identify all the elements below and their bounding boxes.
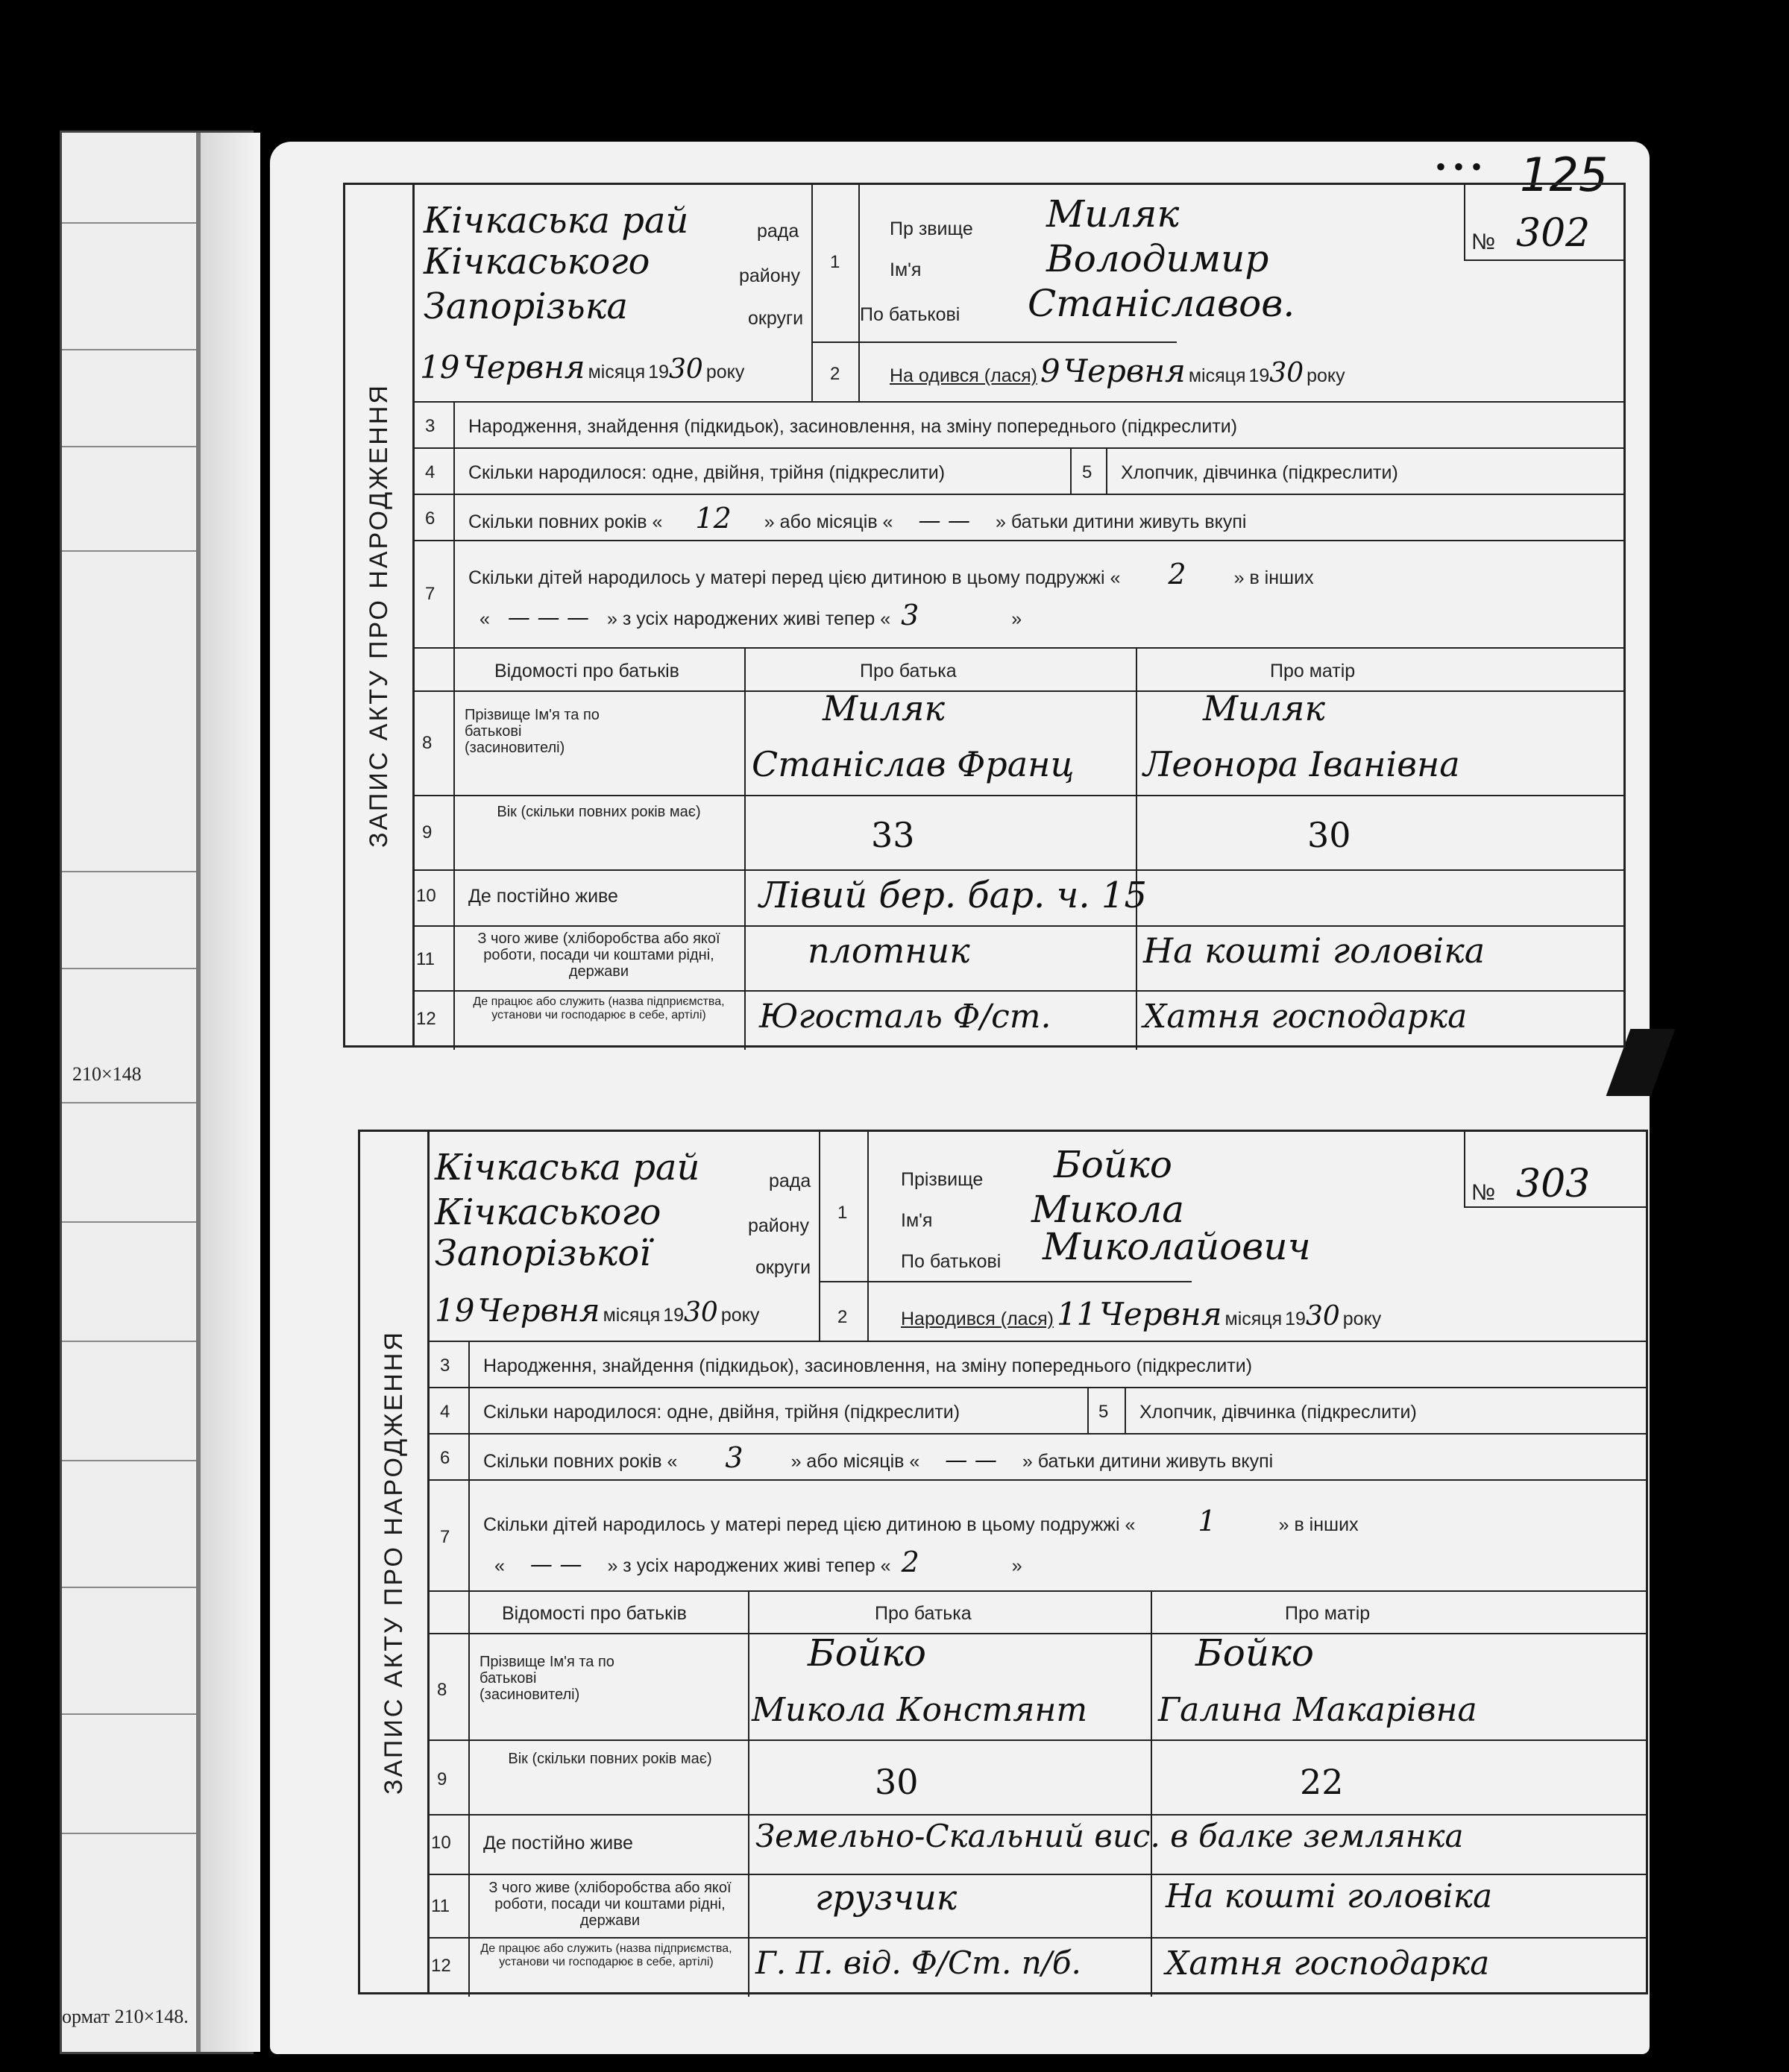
name-label: Ім'я: [901, 1210, 933, 1231]
record-number: 302: [1516, 211, 1591, 256]
book-spine: [196, 133, 260, 2052]
divider: [62, 550, 196, 552]
mother-header: Про матір: [1270, 661, 1356, 681]
father-header: Про батька: [860, 661, 957, 681]
mother-work: Хатня господарка: [1166, 1945, 1490, 1983]
row11-label: З чого живе (хліборобства або якої роботи, посади чи коштами рідні, держави: [488, 1880, 732, 1929]
raion-value: Кічкаського: [424, 241, 650, 283]
father-work: Югосталь Ф/ст.: [759, 998, 1051, 1036]
child-surname: Миляк: [1046, 192, 1180, 236]
row3-label: Народження, знайдення (підкидьок), засиновлення, на зміну попереднього (підкреслити): [483, 1355, 1253, 1376]
divider: [62, 446, 196, 447]
child-name: Микола: [1031, 1188, 1185, 1231]
format-label: ормат 210×148.: [62, 2006, 189, 2027]
divider: [62, 349, 196, 350]
row9-label: Вік (скільки повних років має): [497, 804, 701, 820]
name-label: Ім'я: [890, 259, 922, 280]
mother-name: Галина Макарівна: [1158, 1691, 1477, 1729]
mother-work: Хатня господарка: [1143, 998, 1468, 1036]
row8-label: Прізвище Ім'я та по батькові (засиновителі): [465, 707, 600, 756]
father-header: Про батька: [875, 1603, 972, 1624]
child-patronymic: Миколайович: [1043, 1225, 1311, 1268]
surname-label: Прізвище: [901, 1169, 984, 1190]
left-page: [60, 130, 254, 2054]
divider: [62, 1221, 196, 1223]
child-surname: Бойко: [1054, 1143, 1173, 1186]
row4-label: Скільки народилося: одне, двійня, трійня (підкреслити): [468, 462, 946, 483]
father-age: 30: [875, 1762, 919, 1802]
mother-surname: Бойко: [1195, 1631, 1315, 1675]
father-surname: Миляк: [823, 688, 945, 728]
record-number: 303: [1516, 1162, 1591, 1206]
mother-age: 30: [1307, 815, 1351, 855]
birth-record-form: ЗАПИС АКТУ ПРО НАРОДЖЕННЯ Кічкаська рай рада Кічкаського району Запорізька округи 19 Червня місяця 1930 року 1 2 Пр звище Миляк Ім'я Володимир По батькові Станіславов. № 302 На одився (лася) 9 Червня місяця 1930 року 3 Народження, знайдення (підкидьок), засиновлення, на зміну попереднього (підкреслити) 4 Скільки народилося: одне, двійня, трійня (підкреслити) 5 Хлопчик, дівчинка (підкреслити) 6 Скільки повних років « 12 » або місяців « — — » батьки дитини живуть вкупі 7 Скільки дітей народилось у матері перед цією дитиною в цьому подружжі « 2 » в інших « — — — » з усіх народжених живі тепер « 3 » Відомості про батьків Про батька Про матір 8 Прізвище Ім'я та по батькові (засиновителі) Миляк Миляк Станіслав Франц Леонора Іванівна 9 Вік (скільки повних років має) 33 30 10 Де постійно живе Лівий бер. бар. ч. 15 11 З чого живе (хліборобства або якої роботи, посади чи коштами рідні, держави плотник На кошті головіка 12 Де працює або служить (назва підприємства, установи чи господарює в себе, артілі) Югосталь Ф/ст. Хатня господарка: [343, 183, 1626, 1048]
mother-living: На кошті головіка: [1166, 1877, 1493, 1915]
row10-label: Де постійно живе: [483, 1833, 633, 1854]
divider: [62, 1341, 196, 1342]
mother-surname: Миляк: [1203, 688, 1325, 728]
row6: Скільки повних років « 12 » або місяців « — — » батьки дитини живуть вкупі: [468, 502, 1247, 535]
vertical-title: ЗАПИС АКТУ ПРО НАРОДЖЕННЯ: [360, 1132, 430, 1992]
rada-value: Кічкаська рай: [435, 1147, 700, 1188]
father-name: Микола Констянт: [752, 1691, 1088, 1729]
row5-label: Хлопчик, дівчинка (підкреслити): [1121, 462, 1398, 483]
divider: [62, 1713, 196, 1715]
number-label: №: [1471, 230, 1496, 254]
raion-label: району: [748, 1215, 809, 1236]
raion-label: району: [739, 265, 800, 286]
rada-label: рада: [757, 221, 799, 242]
parents-info-header: Відомості про батьків: [494, 661, 679, 681]
father-living: плотник: [808, 930, 970, 971]
parents-info-header: Відомості про батьків: [502, 1603, 687, 1624]
row3-label: Народження, знайдення (підкидьок), засиновлення, на зміну попереднього (підкреслити): [468, 416, 1238, 437]
birth-record-form: ЗАПИС АКТУ ПРО НАРОДЖЕННЯ Кічкаська рай рада Кічкаського району Запорізької округи 19 Червня місяця 1930 року 1 2 Прізвище Бойко Ім'я Микола По батькові Миколайович № 303 Народився (лася) 11 Червня місяця 1930 року 3 Народження, знайдення (підкидьок), засиновлення, на зміну попереднього (підкреслити) 4 Скільки народилося: одне, двійня, трійня (підкреслити) 5 Хлопчик, дівчинка (підкреслити) 6 Скільки повних років « 3 » або місяців « — — » батьки дитини живуть вкупі 7 Скільки дітей народилось у матері перед цією дитиною в цьому подружжі « 1 » в інших « — — » з усіх народжених живі тепер « 2 » Відомості про батьків Про батька Про матір 8 Прізвище Ім'я та по батькові (засиновителі) Бойко Бойко Микола Констянт Галина Макарівна 9 Вік (скільки повних років має) 30 22 10 Де постійно живе Земельно-Скальний вис. в балке землянка 11 З чого живе (хліборобства або якої роботи, посади чи коштами рідні, держави грузчик На кошті головіка 12 Де працює або служить (назва підприємства, установи чи господарює в себе, артілі) Г. П. від. Ф/Ст. п/б. Хатня господарка: [358, 1130, 1648, 1994]
divider: [62, 222, 196, 224]
okruh-value: Запорізької: [435, 1232, 651, 1274]
row6: Скільки повних років « 3 » або місяців « — — » батьки дитини живуть вкупі: [483, 1441, 1274, 1474]
residence: Земельно-Скальний вис. в балке землянка: [755, 1818, 1464, 1854]
patronymic-label: По батькові: [860, 304, 960, 325]
okruh-value: Запорізька: [424, 286, 629, 327]
divider: [62, 1587, 196, 1588]
row12-label: Де працює або служить (назва підприємства, установи чи господарює в себе, артілі): [473, 995, 725, 1021]
vertical-title: ЗАПИС АКТУ ПРО НАРОДЖЕННЯ: [345, 185, 415, 1045]
row10-label: Де постійно живе: [468, 886, 618, 907]
row9-label: Вік (скільки повних років має): [508, 1751, 712, 1767]
birth-date: На одився (лася) 9 Червня місяця 1930 року: [890, 353, 1345, 389]
child-patronymic: Станіславов.: [1028, 282, 1295, 325]
registration-date: 19 Червня місяця 1930 року: [435, 1292, 760, 1329]
divider: [62, 1460, 196, 1461]
row8-label: Прізвище Ім'я та по батькові (засиновителі): [480, 1654, 614, 1703]
birth-date: Народився (лася) 11 Червня місяця 1930 року: [901, 1296, 1382, 1332]
number-label: №: [1471, 1180, 1496, 1205]
divider: [62, 968, 196, 969]
father-living: грузчик: [815, 1877, 958, 1918]
row7-line1: Скільки дітей народилось у матері перед цією дитиною в цьому подружжі « 1 » в інших: [483, 1505, 1359, 1537]
rada-label: рада: [769, 1171, 811, 1191]
mother-name: Леонора Іванівна: [1143, 744, 1460, 784]
child-name: Володимир: [1046, 237, 1269, 280]
father-surname: Бойко: [808, 1631, 927, 1675]
father-work: Г. П. від. Ф/Ст. п/б.: [755, 1945, 1081, 1981]
format-label: 210×148: [72, 1063, 142, 1085]
row7-line2: « — — » з усіх народжених живі тепер « 2 »: [494, 1546, 1022, 1578]
mother-age: 22: [1300, 1762, 1344, 1802]
row5-label: Хлопчик, дівчинка (підкреслити): [1139, 1402, 1417, 1423]
residence: Лівий бер. бар. ч. 15: [759, 875, 1147, 916]
row7-line1: Скільки дітей народилось у матері перед цією дитиною в цьому подружжі « 2 » в інших: [468, 558, 1314, 591]
row11-label: З чого живе (хліборобства або якої роботи, посади чи коштами рідні, держави: [477, 930, 720, 980]
page-number: 125: [1520, 148, 1609, 202]
row12-label: Де працює або служить (назва підприємства, установи чи господарює в себе, артілі): [480, 1942, 732, 1968]
patronymic-label: По батькові: [901, 1251, 1002, 1272]
row7-line2: « — — — » з усіх народжених живі тепер « 3 »: [480, 599, 1022, 632]
okruh-label: округи: [748, 308, 804, 329]
mother-living: На кошті головіка: [1143, 930, 1485, 971]
father-name: Станіслав Франц: [752, 744, 1075, 784]
surname-label: Пр звище: [890, 218, 973, 239]
row4-label: Скільки народилося: одне, двійня, трійня (підкреслити): [483, 1402, 960, 1423]
divider: [62, 871, 196, 872]
mother-header: Про матір: [1285, 1603, 1371, 1624]
divider: [62, 1833, 196, 1834]
okruh-label: округи: [755, 1257, 811, 1278]
ink-dots: • • •: [1436, 150, 1483, 183]
divider: [62, 1102, 196, 1103]
rada-value: Кічкаська рай: [424, 200, 689, 242]
raion-value: Кічкаського: [435, 1191, 661, 1233]
registration-date: 19 Червня місяця 1930 року: [420, 349, 745, 385]
father-age: 33: [871, 815, 915, 855]
